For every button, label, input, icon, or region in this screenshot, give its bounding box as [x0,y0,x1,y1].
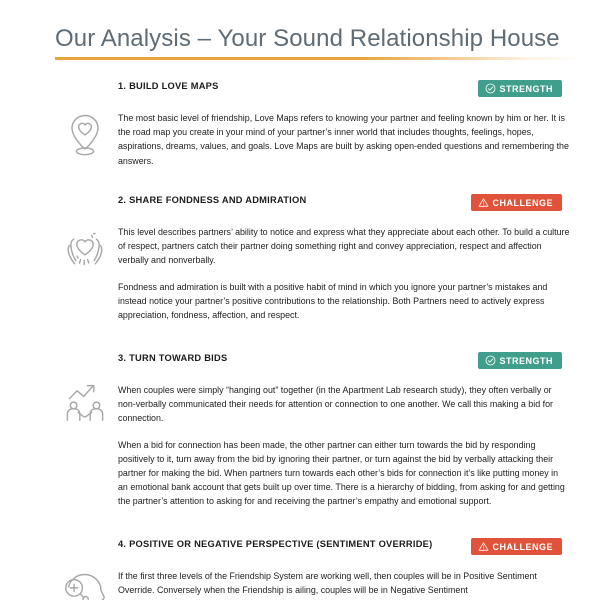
paragraph: This level describes partners’ ability to notice and express what they appreciate about each other. To build a culture of respect, partners catch their partner doing something right and convey appreciation, respect and affection verbally and nonverbally. [118,227,570,266]
section-3-heading: 3. TURN TOWARD BIDS [118,353,228,363]
status-badge-challenge [471,538,563,555]
page-title: Our Analysis – Your Sound Relationship House [55,25,560,52]
check-circle-icon [485,355,496,366]
hands-holding-heart-icon [56,220,114,278]
status-badge-strength [478,352,563,369]
section-4-header-row [118,538,570,558]
page-title-block [55,24,585,60]
status-badge-strength [478,80,563,97]
paragraph: The most basic level of friendship, Love Maps refers to knowing your partner and feeling known by him or her. It is the road map you create in your mind of your partner’s inner world that includes thoughts, feelings, hopes, aspirations, dreams, values, and goals. Love Maps are built by asking open-ended questions and remembering the answers. [118,113,569,166]
map-pin-heart-icon [56,104,114,162]
warning-triangle-icon [478,197,489,208]
check-circle-icon [485,83,496,94]
section-1-body [118,80,570,168]
section-1-heading: 1. BUILD LOVE MAPS [118,81,219,91]
paragraph: If the first three levels of the Friendship System are working well, then couples will be in Positive Sentiment Override. Conversely when the Friendship is ailing, couples will be in Negative Sentiment [118,571,537,596]
section-2-body [118,194,570,322]
section-3-paragraphs [118,383,570,509]
status-badge-challenge [471,194,563,211]
paragraph: Fondness and admiration is built with a positive habit of mind in which you ignore your partner’s mistakes and instead notice your partner’s positive contributions to the relationship. Both Partners need to actively express appreciation, fondness, affection, and respect. [118,281,548,321]
status-badge-label: STRENGTH [499,355,553,366]
paragraph: When a bid for connection has been made, the other partner can either turn towards the bid by responding positively to it, turn away from the bid by ignoring their partner, or turn against the bid by verbally attacking their partner for making the bid. When partners turn towards each other’s bids for connection it’s like putting money in an emotional bank account that gets built up over time. There is a hierarchy of bidding, from asking for and getting the partner’s attention to asking for and receiving the partner’s empathy and emotional support. [118,439,565,507]
section-3-body [118,352,570,509]
section-1-paragraphs [118,111,570,168]
paragraph: When couples were simply “hanging out” together (in the Apartment Lab research study), they often verbally or non-verbally communicated their needs for attention or connection to one another. We call this making a bid for connection. [118,385,553,424]
warning-triangle-icon [478,541,489,552]
status-badge-label: CHALLENGE [492,541,553,552]
section-2-heading: 2. SHARE FONDNESS AND ADMIRATION [118,195,307,205]
title-underline-rule [55,57,583,60]
section-2-header-row [118,194,570,214]
section-4-paragraphs [118,569,570,597]
status-badge-label: CHALLENGE [492,197,553,208]
section-1-header-row [118,80,570,100]
section-3-header-row [118,352,570,372]
status-badge-label: STRENGTH [499,83,553,94]
section-4-body [118,538,570,597]
two-people-growth-arrow-icon [56,372,114,430]
head-plus-minus-icon [56,562,114,600]
section-2-paragraphs [118,225,570,322]
section-4-heading: 4. POSITIVE OR NEGATIVE PERSPECTIVE (SENTIMENT OVERRIDE) [118,539,433,549]
